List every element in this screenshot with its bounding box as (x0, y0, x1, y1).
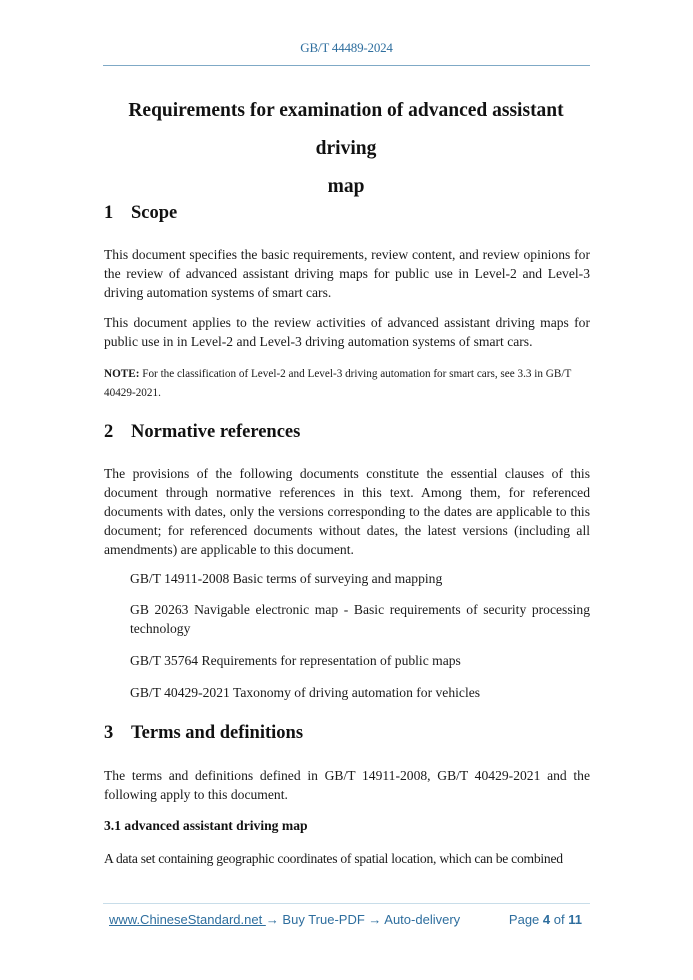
section-heading-normative-references (104, 422, 300, 443)
section-number: 3 (104, 723, 114, 743)
reference-item: GB/T 35764 Requirements for representation of public maps (130, 653, 461, 668)
scope-paragraph-1: This document specifies the basic requirements, review content, and review opinions for the review of advanced assistant driving maps for public use in Level-2 and Level-3 driving automation systems of smart cars. (104, 247, 590, 300)
current-page-number: 4 (542, 912, 551, 927)
page-indicator (509, 912, 582, 927)
page-footer (109, 912, 589, 927)
reference-item: GB/T 40429-2021 Taxonomy of driving automation for vehicles (130, 685, 481, 700)
footer-divider (103, 903, 590, 904)
header-divider (103, 65, 590, 66)
chinesestandard-link[interactable]: www.ChineseStandard.net (109, 912, 266, 927)
scope-paragraph-2: This document applies to the review activities of advanced assistant driving maps for public use in in Level-2 and Level-3 driving automation systems of smart cars. (104, 315, 590, 349)
section-number: 2 (104, 422, 114, 442)
section-number: 1 (104, 203, 114, 223)
running-header-standard-id: GB/T 44489-2024 (300, 40, 393, 55)
term-heading: 3.1 advanced assistant driving map (104, 818, 308, 833)
terms-paragraph: The terms and definitions defined in GB/T 14911-2008, GB/T 40429-2021 and the following apply to this document. (104, 768, 590, 802)
section-title: Normative references (131, 422, 301, 442)
document-title-line-2: map (327, 176, 365, 197)
section-title: Scope (131, 203, 178, 223)
document-title (96, 92, 596, 206)
reference-item: GB 20263 Navigable electronic map - Basic requirements of security processing technology (130, 602, 590, 636)
total-page-count: 11 (568, 912, 582, 927)
note-text: For the classification of Level-2 and Level-3 driving automation for smart cars, see 3.3 in GB/T 40429-2021. (104, 368, 572, 399)
footer-purchase-trail: → Buy True-PDF → Auto-delivery (265, 912, 461, 927)
of-label: of (553, 912, 565, 927)
section-heading-scope (104, 203, 177, 224)
section-title: Terms and definitions (131, 723, 304, 743)
reference-item: GB/T 14911-2008 Basic terms of surveying and mapping (130, 571, 443, 586)
term-definition: A data set containing geographic coordinates of spatial location, which can be combined (104, 851, 563, 866)
document-title-line-1: Requirements for examination of advanced assistant driving (128, 100, 564, 159)
normative-references-paragraph: The provisions of the following documents constitute the essential clauses of this document through normative references in this text. Among them, for referenced documents with dates, only the versions corresponding to the dates are applicable to this document; for referenced documents without dates, the latest versions (including all amendments) are applicable to this document. (104, 466, 590, 557)
page-label: Page (508, 912, 540, 927)
section-heading-terms-and-definitions (104, 723, 303, 744)
note-label: NOTE: (104, 368, 140, 380)
scope-note (104, 365, 590, 403)
